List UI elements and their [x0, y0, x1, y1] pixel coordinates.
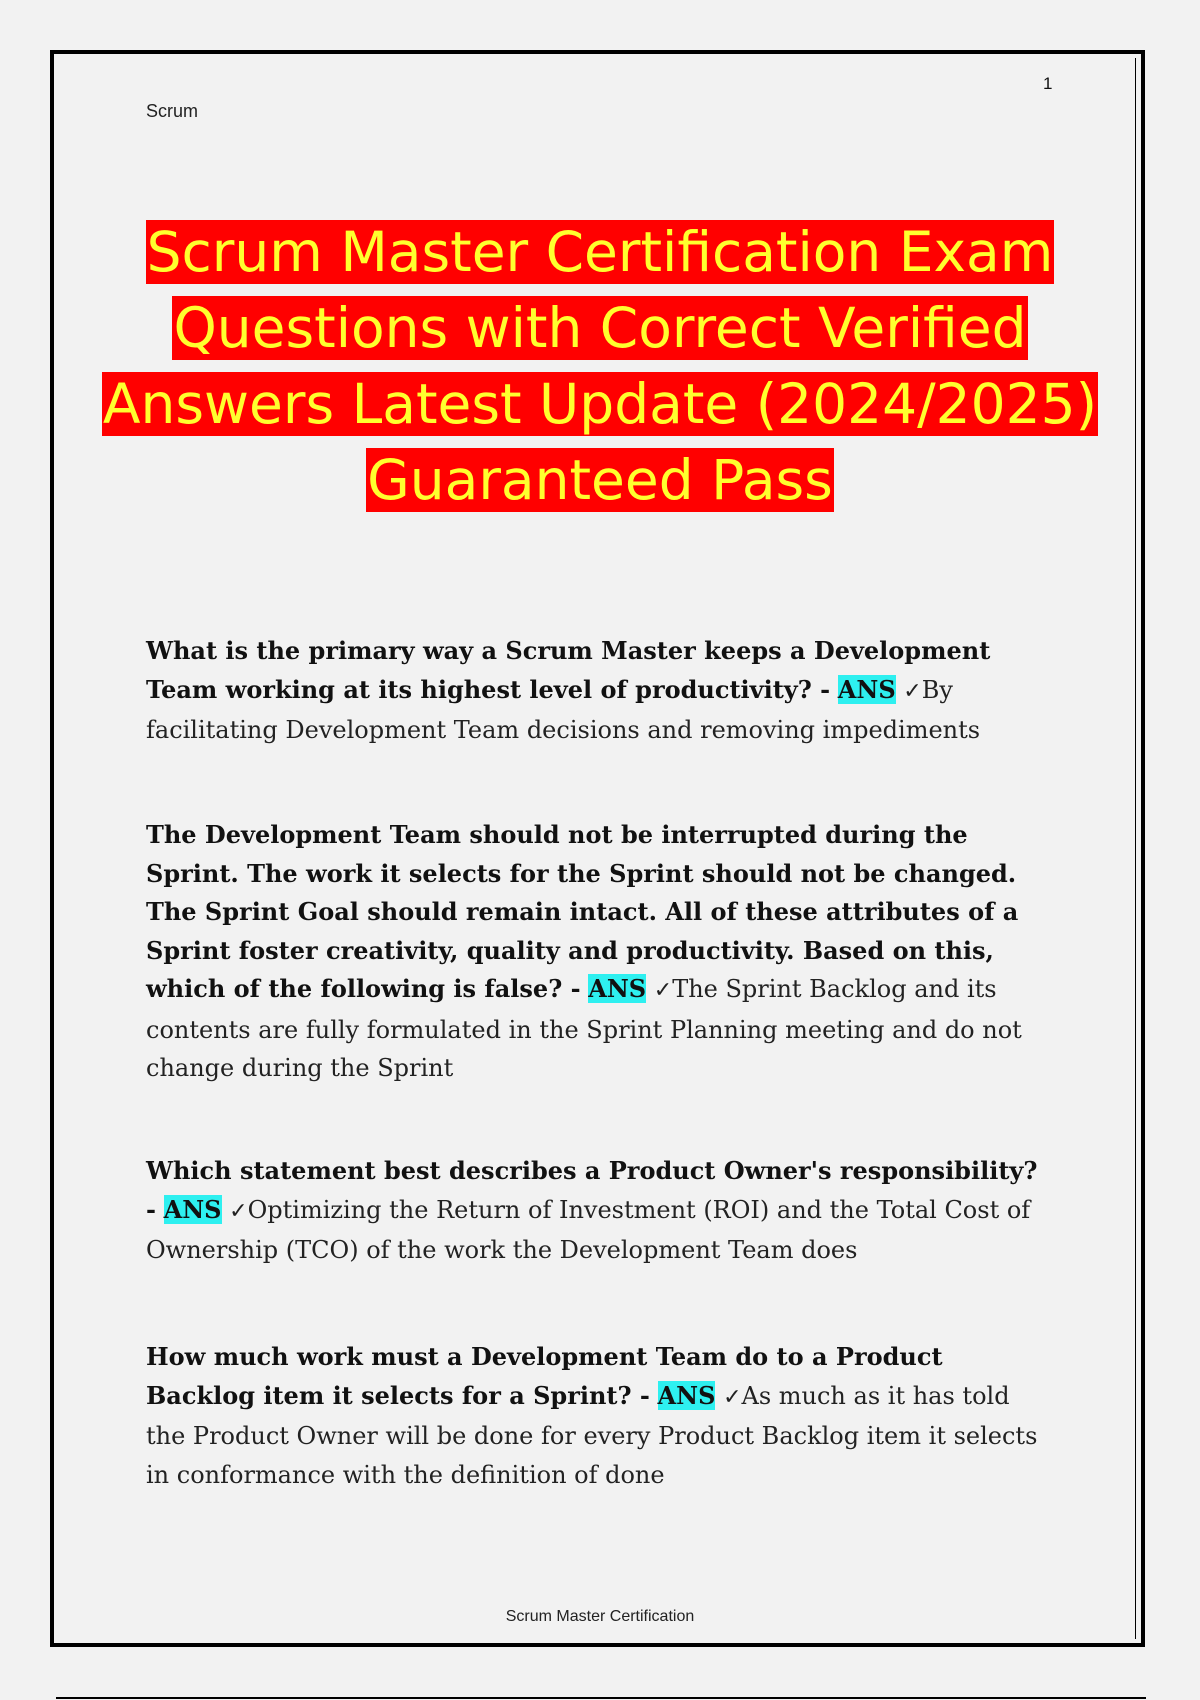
running-footer: Scrum Master Certification: [505, 1608, 695, 1625]
qa-item-3: [146, 1152, 1046, 1270]
answer-text: Optimizing the Return of Investment (ROI) and the Total Cost of Ownership (TCO) of the work the Development Team does: [146, 1195, 1031, 1264]
qa-item-1: [146, 632, 1046, 750]
question-text: How much work must a Development Team do to a Product Backlog item it selects for a Sprint? -: [146, 1342, 943, 1410]
answer-text: The Sprint Backlog and its contents are fully formulated in the Sprint Planning meeting and do not change during the Sprint: [146, 975, 1022, 1082]
checkmark-icon: ✓: [229, 1198, 248, 1224]
document-title-text: Scrum Master Certification Exam Questions with Correct Verified Answers Latest Update (2024/2025) Guaranteed Pass: [102, 220, 1098, 512]
qa-item-4: [146, 1338, 1046, 1494]
question-text: The Development Team should not be interrupted during the Sprint. The work it selects for the Sprint should not be changed. The Sprint Goal should remain intact. All of these attributes of a Sprint foster creativity, quality and productivity. Based on this, which of the following is false? -: [146, 820, 1019, 1003]
page-border-inner-line: [1135, 58, 1136, 1639]
checkmark-icon: ✓: [653, 978, 673, 1003]
question-text: What is the primary way a Scrum Master keeps a Development Team working at its highest level of productivity? -: [146, 636, 991, 704]
checkmark-icon: ✓: [723, 1384, 742, 1410]
document-title: [80, 214, 1120, 518]
ans-label: ANS: [163, 1194, 222, 1224]
question-text: Which statement best describes a Product Owner's responsibility? -: [146, 1156, 1038, 1224]
bottom-rule: [56, 1697, 1146, 1699]
ans-label: ANS: [588, 974, 647, 1003]
qa-item-2: [146, 816, 1046, 1088]
checkmark-icon: ✓: [903, 678, 922, 704]
answer-text: As much as it has told the Product Owner will be done for every Product Backlog item it selects in conformance with the definition of done: [146, 1381, 1038, 1489]
ans-label: ANS: [837, 674, 896, 704]
answer-text: By facilitating Development Team decisions and removing impediments: [146, 675, 981, 744]
page-number: 1: [1043, 74, 1053, 93]
running-head: Scrum: [146, 101, 199, 121]
ans-label: ANS: [657, 1380, 716, 1410]
